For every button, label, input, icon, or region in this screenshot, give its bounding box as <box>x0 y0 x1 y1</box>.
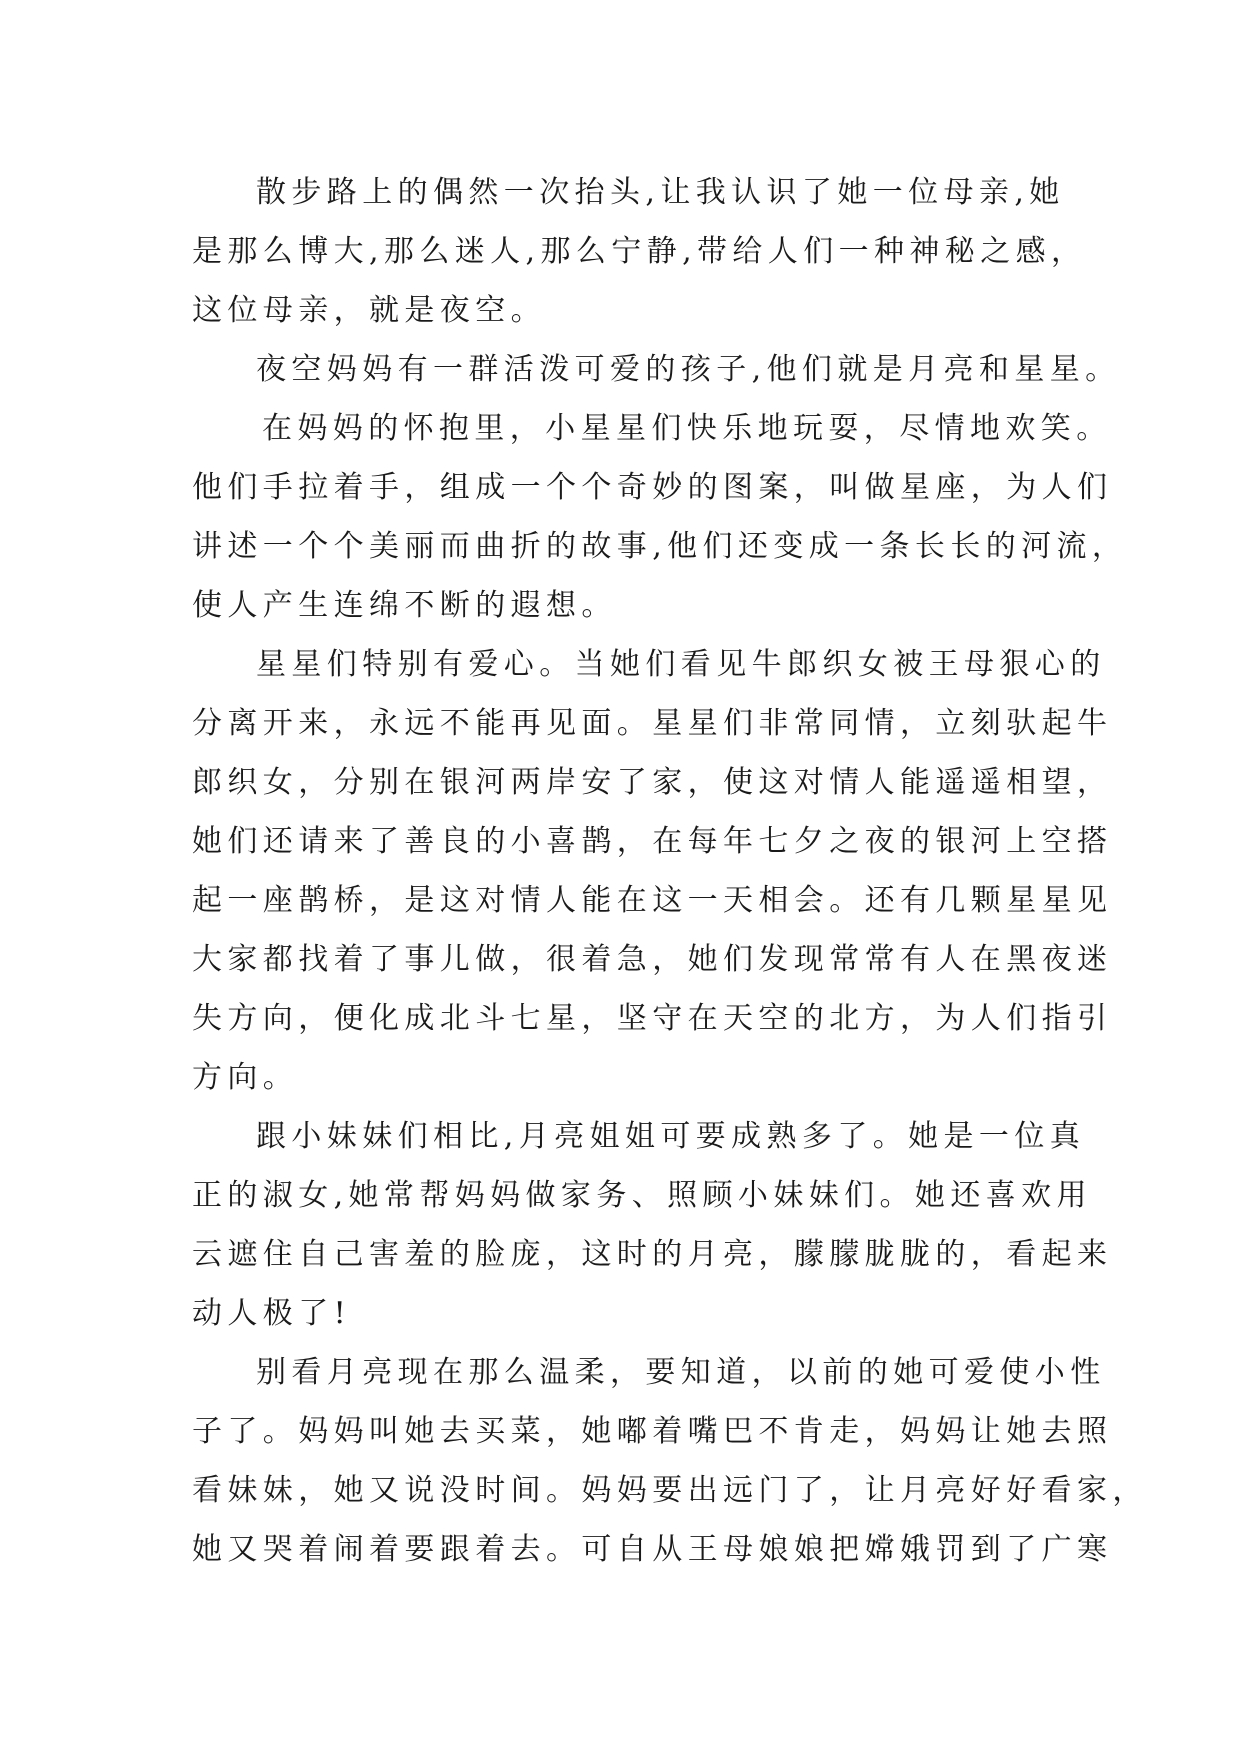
text-line: 散步路上的偶然一次抬头,让我认识了她一位母亲,她 <box>256 175 1065 210</box>
text-line: 大家都找着了事儿做，很着急，她们发现常常有人在黑夜迷 <box>192 942 1113 977</box>
text-line: 郎织女，分别在银河两岸安了家，使这对情人能遥遥相望， <box>192 765 1113 800</box>
paragraph <box>192 399 1128 635</box>
text-line: 他们手拉着手，组成一个个奇妙的图案，叫做星座，为人们 <box>192 470 1113 505</box>
text-line: 跟小妹妹们相比,月亮姐姐可要成熟多了。她是一位真 <box>256 1119 1086 1154</box>
text-line: 云遮住自己害羞的脸庞，这时的月亮，朦朦胧胧的，看起来 <box>192 1237 1113 1272</box>
paragraph <box>192 163 1087 340</box>
paragraph <box>192 1107 1113 1343</box>
text-line: 正的淑女,她常帮妈妈做家务、照顾小妹妹们。她还喜欢用 <box>192 1178 1092 1213</box>
document-body <box>192 163 1148 1579</box>
text-line: 子了。妈妈叫她去买菜，她嘟着嘴巴不肯走，妈妈让她去照 <box>192 1414 1113 1449</box>
text-line: 在妈妈的怀抱里，小星星们快乐地玩耍，尽情地欢笑。 <box>262 411 1112 446</box>
text-line: 星星们特别有爱心。当她们看见牛郎织女被王母狠心的 <box>256 647 1106 682</box>
text-line: 是那么博大,那么迷人,那么宁静,带给人们一种神秘之感， <box>192 234 1087 269</box>
text-line: 别看月亮现在那么温柔，要知道，以前的她可爱使小性 <box>256 1355 1106 1390</box>
text-line: 夜空妈妈有一群活泼可爱的孩子,他们就是月亮和星星。 <box>256 352 1121 387</box>
text-line: 失方向，便化成北斗七星，坚守在天空的北方，为人们指引 <box>192 1001 1113 1036</box>
text-line: 动人极了! <box>192 1296 352 1331</box>
text-line: 讲述一个个美丽而曲折的故事,他们还变成一条长长的河流， <box>192 529 1128 564</box>
paragraph <box>192 635 1113 1107</box>
text-line: 使人产生连绵不断的遐想。 <box>192 588 617 623</box>
text-line: 分离开来，永远不能再见面。星星们非常同情，立刻驮起牛 <box>192 706 1113 741</box>
paragraph <box>192 1343 1148 1579</box>
text-line: 她们还请来了善良的小喜鹊，在每年七夕之夜的银河上空搭 <box>192 824 1113 859</box>
text-line: 这位母亲，就是夜空。 <box>192 293 546 328</box>
text-line: 看妹妹，她又说没时间。妈妈要出远门了，让月亮好好看家， <box>192 1473 1148 1508</box>
text-line: 起一座鹊桥，是这对情人能在这一天相会。还有几颗星星见 <box>192 883 1113 918</box>
text-line: 她又哭着闹着要跟着去。可自从王母娘娘把嫦娥罚到了广寒 <box>192 1532 1113 1567</box>
paragraph <box>192 340 1121 399</box>
text-line: 方向。 <box>192 1060 299 1095</box>
